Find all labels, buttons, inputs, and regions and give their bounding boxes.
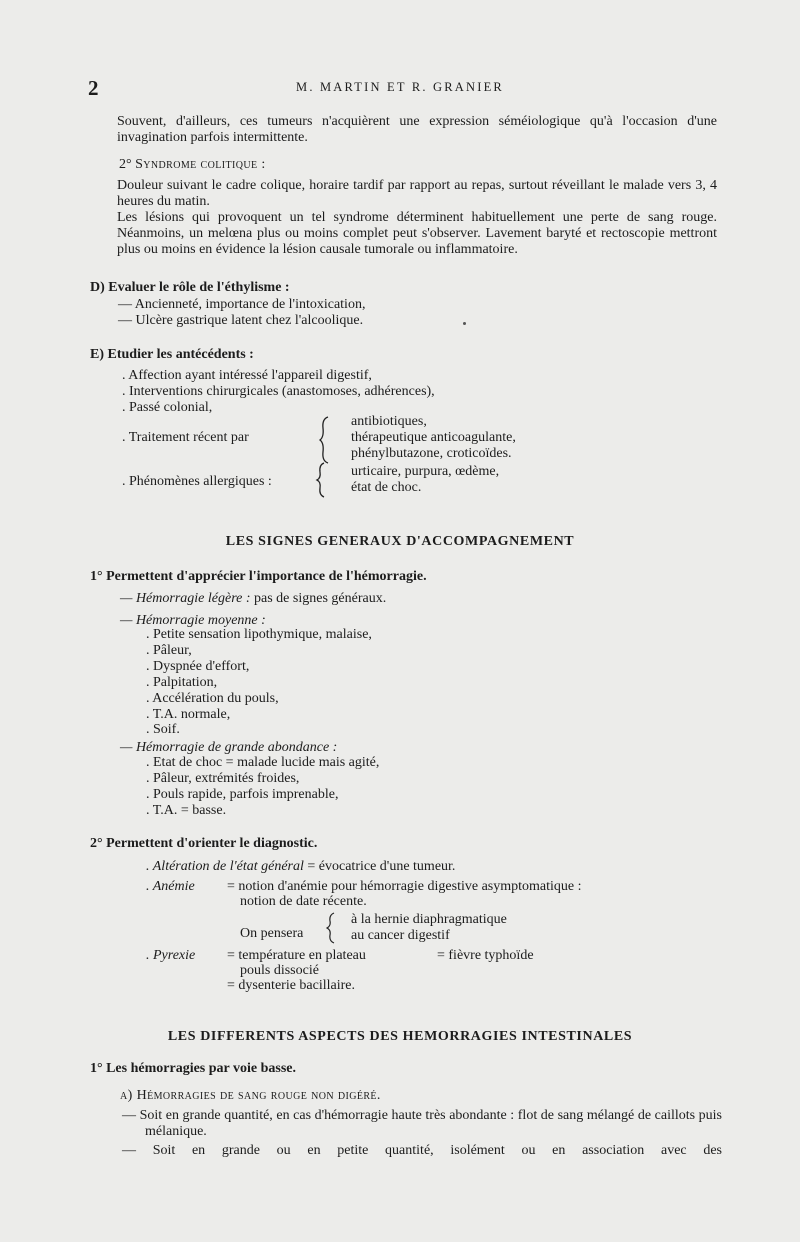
pyrexie-text-3: = dysenterie bacillaire. — [227, 978, 356, 993]
grande-item: . Etat de choc = malade lucide mais agité, — [146, 755, 380, 770]
moyenne-item: . Pâleur, — [146, 643, 192, 658]
moyenne-item: . Dyspnée d'effort, — [146, 659, 250, 674]
intro-paragraph: Souvent, d'ailleurs, ces tumeurs n'acquièrent une expression séméiologique qu'à l'occasion d'une invagination parfois intermittente. — [117, 114, 717, 145]
alteration-text: = évocatrice d'une tumeur. — [307, 859, 456, 874]
syndrome-paragraph-1: Douleur suivant le cadre colique, horaire tardif par rapport au repas, surtout réveillant le malade vers 3, 4 heures du matin. — [117, 178, 717, 209]
curly-brace-icon — [315, 462, 327, 498]
grande-item: . Pouls rapide, parfois imprenable, — [146, 787, 339, 802]
section-title: LES DIFFERENTS ASPECTS DES HEMORRAGIES INTESTINALES — [167, 1029, 633, 1044]
moyenne-item: . Soif. — [146, 722, 180, 737]
hemorragie-legere-label: — Hémorragie légère : — [120, 591, 251, 606]
syndrome-label: Syndrome colitique : — [135, 157, 266, 172]
grande-item: . T.A. = basse. — [146, 803, 227, 818]
alteration-label: . Altération de l'état général — [146, 859, 304, 874]
syndrome-number: 2° — [119, 157, 132, 172]
hemorragie-legere-text: pas de signes généraux. — [254, 591, 387, 606]
pyrexie-label: . Pyrexie — [146, 948, 196, 963]
pensera-option: à la hernie diaphragmatique — [351, 912, 507, 927]
aspects-heading: 1° Les hémorragies par voie basse. — [90, 1061, 296, 1076]
section-e-item: . Passé colonial, — [122, 400, 213, 415]
aspects-item: — Soit en grande quantité, en cas d'hémorragie haute très abondante : flot de sang mélangé de caillots puis mélanique. — [122, 1108, 722, 1139]
pensera-label: On pensera — [240, 926, 304, 941]
moyenne-item: . T.A. normale, — [146, 707, 231, 722]
hemorragie-grande-label: — Hémorragie de grande abondance : — [120, 740, 338, 755]
print-speck — [463, 322, 466, 325]
moyenne-item: . Petite sensation lipothymique, malaise, — [146, 627, 372, 642]
traitement-label: . Traitement récent par — [122, 430, 249, 445]
traitement-option: thérapeutique anticoagulante, — [351, 430, 516, 445]
signes-2-heading: 2° Permettent d'orienter le diagnostic. — [90, 836, 318, 851]
section-d-item: — Ulcère gastrique latent chez l'alcoolique. — [118, 313, 364, 328]
section-d-heading: D) Evaluer le rôle de l'éthylisme : — [90, 280, 290, 295]
moyenne-item: . Palpitation, — [146, 675, 218, 690]
section-d-item: — Ancienneté, importance de l'intoxication, — [118, 297, 366, 312]
grande-item: . Pâleur, extrémités froides, — [146, 771, 300, 786]
pyrexie-text: = température en plateau — [227, 948, 366, 963]
anemie-label: . Anémie — [146, 879, 195, 894]
signes-1-heading: 1° Permettent d'apprécier l'importance de l'hémorragie. — [90, 569, 427, 584]
curly-brace-icon — [318, 416, 332, 464]
anemie-text: = notion d'anémie pour hémorragie digestive asymptomatique : — [227, 879, 582, 894]
curly-brace-icon — [326, 912, 336, 944]
anemie-text-2: notion de date récente. — [240, 894, 367, 909]
hemorragie-legere — [120, 591, 386, 607]
section-e-item: . Affection ayant intéressé l'appareil digestif, — [122, 368, 372, 383]
aspects-subheading: a) Hémorragies de sang rouge non digéré. — [120, 1088, 381, 1103]
hemorragie-moyenne-label: — Hémorragie moyenne : — [120, 613, 266, 628]
pensera-option: au cancer digestif — [351, 928, 450, 943]
allergies-option: urticaire, purpura, œdème, — [351, 464, 500, 479]
aspects-item: — Soit en grande ou en petite quantité, isolément ou en association avec des — [122, 1143, 722, 1158]
alteration-row — [146, 859, 455, 875]
section-title: LES SIGNES GENERAUX D'ACCOMPAGNEMENT — [225, 534, 575, 549]
pyrexie-result: = fièvre typhoïde — [437, 948, 534, 963]
running-header: M. MARTIN ET R. GRANIER — [296, 80, 504, 94]
traitement-option: antibiotiques, — [351, 414, 427, 429]
syndrome-heading — [119, 157, 266, 173]
section-e-heading: E) Etudier les antécédents : — [90, 347, 254, 362]
page-number: 2 — [88, 76, 99, 100]
allergies-label: . Phénomènes allergiques : — [122, 474, 272, 489]
section-e-item: . Interventions chirurgicales (anastomoses, adhérences), — [122, 384, 435, 399]
moyenne-item: . Accélération du pouls, — [146, 691, 279, 706]
allergies-option: état de choc. — [351, 480, 422, 495]
pyrexie-text-2: pouls dissocié — [240, 963, 319, 978]
syndrome-paragraph-2: Les lésions qui provoquent un tel syndrome déterminent habituellement une perte de sang rouge. Néanmoins, un melœna plus ou moins complet peut s'observer. Lavement baryté et rectoscopie mettront plus ou moins en évidence la lésion causale tumorale ou inflammatoire. — [117, 210, 717, 257]
traitement-option: phénylbutazone, croticoïdes. — [351, 446, 512, 461]
